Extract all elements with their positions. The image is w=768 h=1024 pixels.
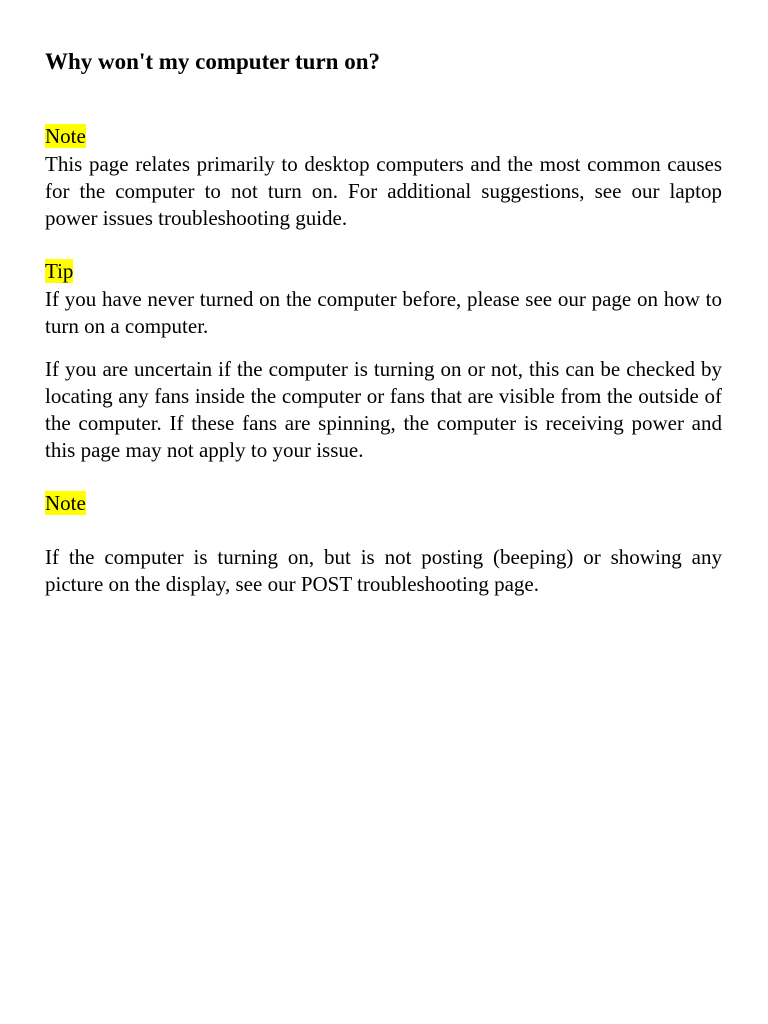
- note-paragraph: This page relates primarily to desktop computers and the most common causes for the computer to not turn on. For additional suggestions, see our laptop power issues troubleshooting guide.: [45, 152, 722, 230]
- note-highlight-second: Note: [45, 491, 86, 515]
- tip-paragraph: If you have never turned on the computer before, please see our page on how to turn on a computer.: [45, 287, 722, 338]
- note-label: [45, 123, 86, 150]
- tip-label: [45, 258, 73, 285]
- uncertain-paragraph: If you are uncertain if the computer is turning on or not, this can be checked by locating any fans inside the computer or fans that are visible from the outside of the computer. If these fans are spinning, the computer is receiving power and this page may not apply to your issue.: [45, 357, 722, 462]
- post-paragraph: If the computer is turning on, but is not posting (beeping) or showing any picture on the display, see our POST troubleshooting page.: [45, 545, 722, 596]
- note-label-second: [45, 490, 86, 517]
- page-title: Why won't my computer turn on?: [45, 49, 381, 74]
- note-highlight: Note: [45, 124, 86, 148]
- tip-highlight: Tip: [45, 259, 74, 283]
